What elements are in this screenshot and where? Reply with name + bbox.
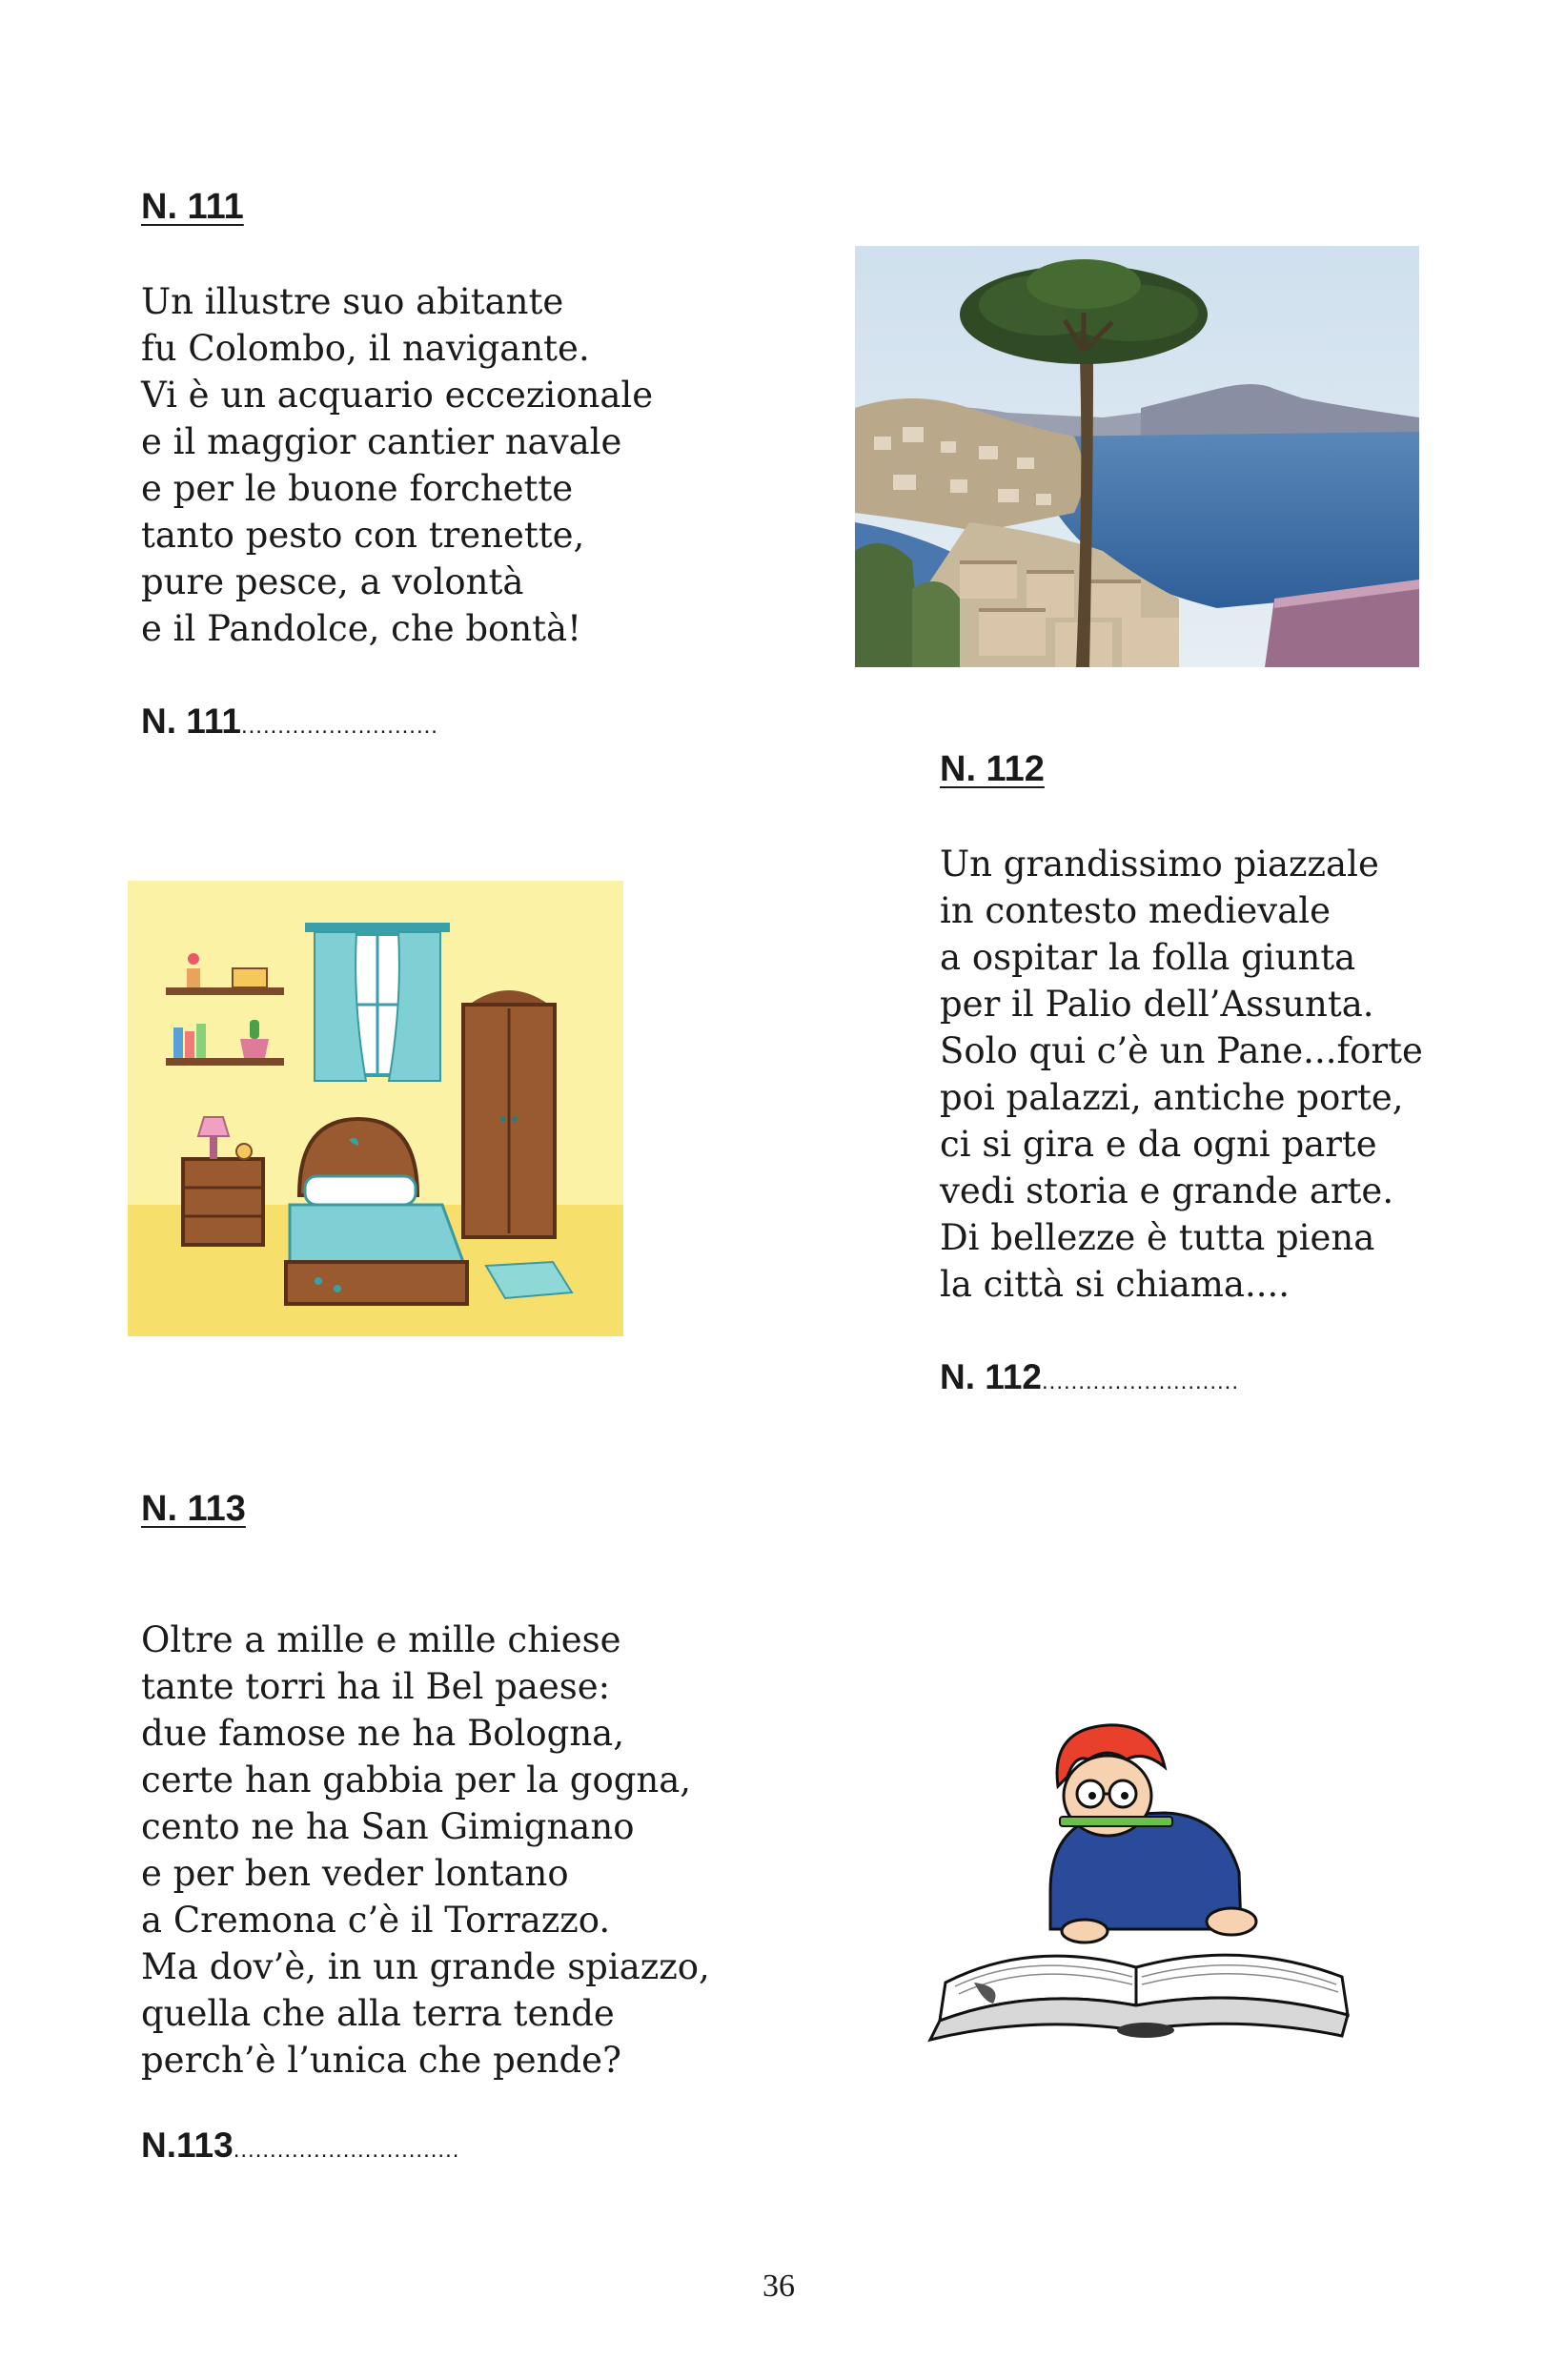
riddle-112-answer[interactable] [940,1357,1239,1397]
riddle-111-answer[interactable] [141,702,438,742]
poem-line: Oltre a mille e mille chiese [141,1619,621,1660]
poem-line: e per le buone forchette [141,468,574,509]
poem-line: in contesto medievale [940,890,1331,931]
poem-line: la città si chiama.... [940,1264,1290,1305]
poem-line: tante torri ha il Bel paese: [141,1666,611,1707]
riddle-112-poem [940,841,1423,1308]
riddle-111-heading: N. 111 [141,187,244,227]
answer-label: N. 112 [940,1357,1042,1396]
poem-line: vedi storia e grande arte. [940,1170,1394,1211]
poem-line: due famose ne ha Bologna, [141,1713,624,1754]
riddle-111-poem [141,278,653,652]
poem-line: a ospitar la folla giunta [940,937,1356,978]
poem-line: pure pesce, a volontà [141,561,524,602]
poem-line: per il Palio dell’Assunta. [940,984,1374,1025]
riddle-113-poem [141,1617,710,2084]
poem-line: Di bellezze è tutta piena [940,1217,1375,1258]
boy-reading-book-cartoon [917,1700,1382,2047]
riddle-113-answer[interactable] [141,2126,459,2166]
page-number: 36 [762,2268,795,2304]
poem-line: poi palazzi, antiche porte, [940,1077,1404,1118]
riddle-113-heading: N. 113 [141,1489,246,1529]
poem-line: a Cremona c’è il Torrazzo. [141,1900,611,1941]
poem-line: certe han gabbia per la gogna, [141,1760,692,1800]
answer-blank[interactable]: ........................... [1041,1369,1240,1394]
poem-line: Vi è un acquario eccezionale [141,375,654,416]
riddle-112-heading: N. 112 [940,749,1045,789]
answer-blank[interactable]: ........................... [240,713,438,739]
poem-line: Solo qui c’è un Pane...forte [940,1030,1423,1071]
poem-line: fu Colombo, il navigante. [141,328,590,369]
poem-line: e il Pandolce, che bontà! [141,608,581,649]
poem-line: Ma dov’è, in un grande spiazzo, [141,1946,710,1987]
poem-line: e per ben veder lontano [141,1853,569,1894]
poem-line: ci si gira e da ogni parte [940,1124,1377,1165]
answer-label: N. 111 [141,702,241,741]
poem-line: perch’è l’unica che pende? [141,2040,621,2081]
poem-line: Un grandissimo piazzale [940,844,1379,885]
poem-line: cento ne ha San Gimignano [141,1806,635,1847]
answer-blank[interactable]: ............................... [233,2137,460,2163]
poem-line: tanto pesto con trenette, [141,515,585,556]
poem-line: Un illustre suo abitante [141,281,564,322]
bedroom-illustration [128,881,623,1336]
coastal-city-photo [855,246,1419,667]
poem-line: quella che alla terra tende [141,1993,615,2034]
poem-line: e il maggior cantier navale [141,421,622,462]
answer-label: N.113 [141,2126,234,2165]
